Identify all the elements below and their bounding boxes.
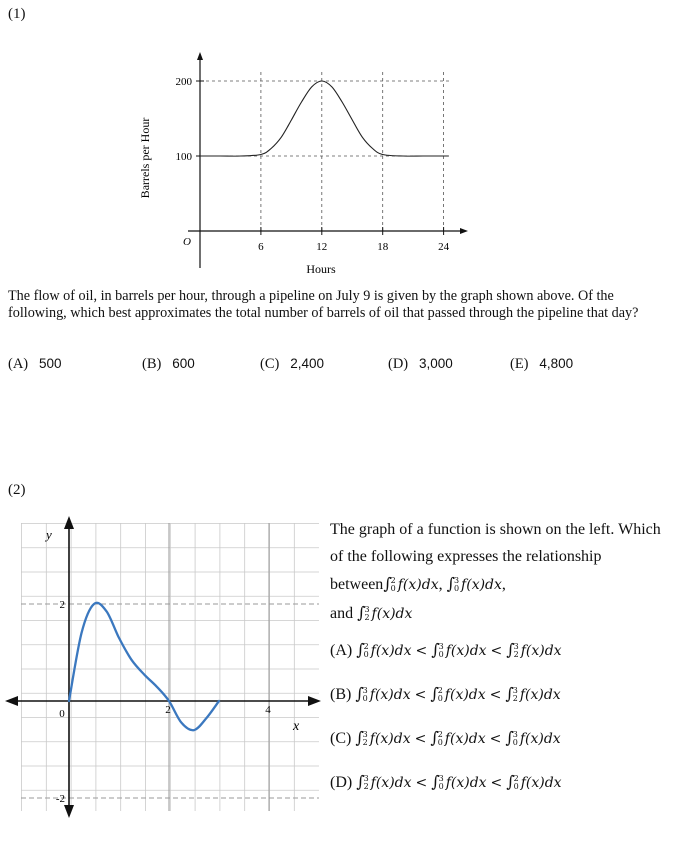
question-1-number: (1) — [8, 6, 26, 22]
chart-2-ytick-label: -2 — [55, 793, 65, 805]
q1-choice-d[interactable]: (D) 3,000 — [388, 356, 453, 372]
chart-1-xlabel: Hours — [306, 262, 336, 276]
chart-2-y-arrow-down — [64, 805, 74, 818]
chart-1-series-line — [200, 81, 449, 156]
q2-choice-c[interactable]: (C) ∫ 3 2 f(x)dx < ∫ 2 0 f(x)dx < ∫ 3 0 f(x)dx — [330, 728, 561, 747]
chart-2-gridlines — [21, 523, 319, 811]
chart-1-xtick-label: O — [183, 236, 191, 248]
chart-2-x-arrow-left — [5, 696, 18, 706]
chart-1-ylabel: Barrels per Hour — [138, 117, 152, 199]
integral-0-2: ∫ 2 0 f(x)dx — [383, 574, 439, 593]
q1-choice-b[interactable]: (B) 600 — [142, 356, 195, 372]
q2-choice-b[interactable]: (B) ∫ 3 0 f(x)dx < ∫ 2 0 f(x)dx < ∫ 3 2 f(x)dx — [330, 684, 561, 703]
question-2-stem: The graph of a function is shown on the left. Which of the following expresses the relationship between∫ 2 0 f(x)dx, ∫ 3 0 f(x)dx, and ∫ 3 2 f(x)dx — [330, 521, 661, 622]
q2-choice-a[interactable]: (A) ∫ 2 0 f(x)dx < ∫ 3 0 f(x)dx < ∫ 3 2 f(x)dx — [330, 640, 562, 659]
chart-2-axes — [5, 516, 321, 818]
question-2-number: (2) — [8, 482, 26, 498]
chart-2-xtick-label: 4 — [265, 704, 271, 716]
q1-choice-e[interactable]: (E) 4,800 — [510, 356, 574, 372]
oil-flow-chart — [0, 0, 684, 290]
chart-2-xtick-label: 0 — [59, 708, 65, 720]
chart-1-ytick-label: 200 — [175, 76, 192, 88]
q1-choice-c[interactable]: (C) 2,400 — [260, 356, 325, 372]
chart-1-x-arrow — [460, 228, 468, 234]
integral-2-3: ∫ 3 2 f(x)dx — [357, 603, 413, 622]
q2-choice-d[interactable]: (D) ∫ 3 2 f(x)dx < ∫ 3 0 f(x)dx < ∫ 2 0 f(x)dx — [330, 772, 562, 791]
chart-1-xtick-label: 6 — [258, 241, 264, 253]
chart-1-tick-labels — [176, 76, 450, 253]
chart-2-ylabel: y — [46, 527, 52, 542]
chart-1-y-arrow — [197, 52, 203, 60]
chart-1-xtick-label: 24 — [438, 241, 450, 253]
chart-2-series-line — [69, 603, 219, 730]
chart-1-axes — [188, 52, 468, 268]
chart-1-ytick-label: 100 — [175, 151, 192, 163]
chart-2-x-arrow-right — [308, 696, 321, 706]
chart-2-tick-labels — [56, 599, 271, 805]
chart-1-xtick-label: 12 — [316, 241, 328, 253]
q1-choice-a[interactable]: (A) 500 — [8, 356, 62, 372]
function-graph — [0, 505, 325, 825]
question-1-stem: The flow of oil, in barrels per hour, through a pipeline on July 9 is given by the graph shown above. Of the following, which best approximates the total number of barrels of oil that passed through the pipeline that day? — [8, 288, 639, 321]
chart-2-xtick-label: 2 — [165, 704, 171, 716]
integral-0-3: ∫ 3 0 f(x)dx — [446, 574, 502, 593]
chart-2-y-arrow-up — [64, 516, 74, 529]
chart-1-gridlines — [200, 70, 452, 231]
chart-2-ytick-label: 2 — [59, 599, 65, 611]
chart-1-xtick-label: 18 — [377, 241, 389, 253]
chart-2-xlabel: x — [293, 719, 300, 734]
